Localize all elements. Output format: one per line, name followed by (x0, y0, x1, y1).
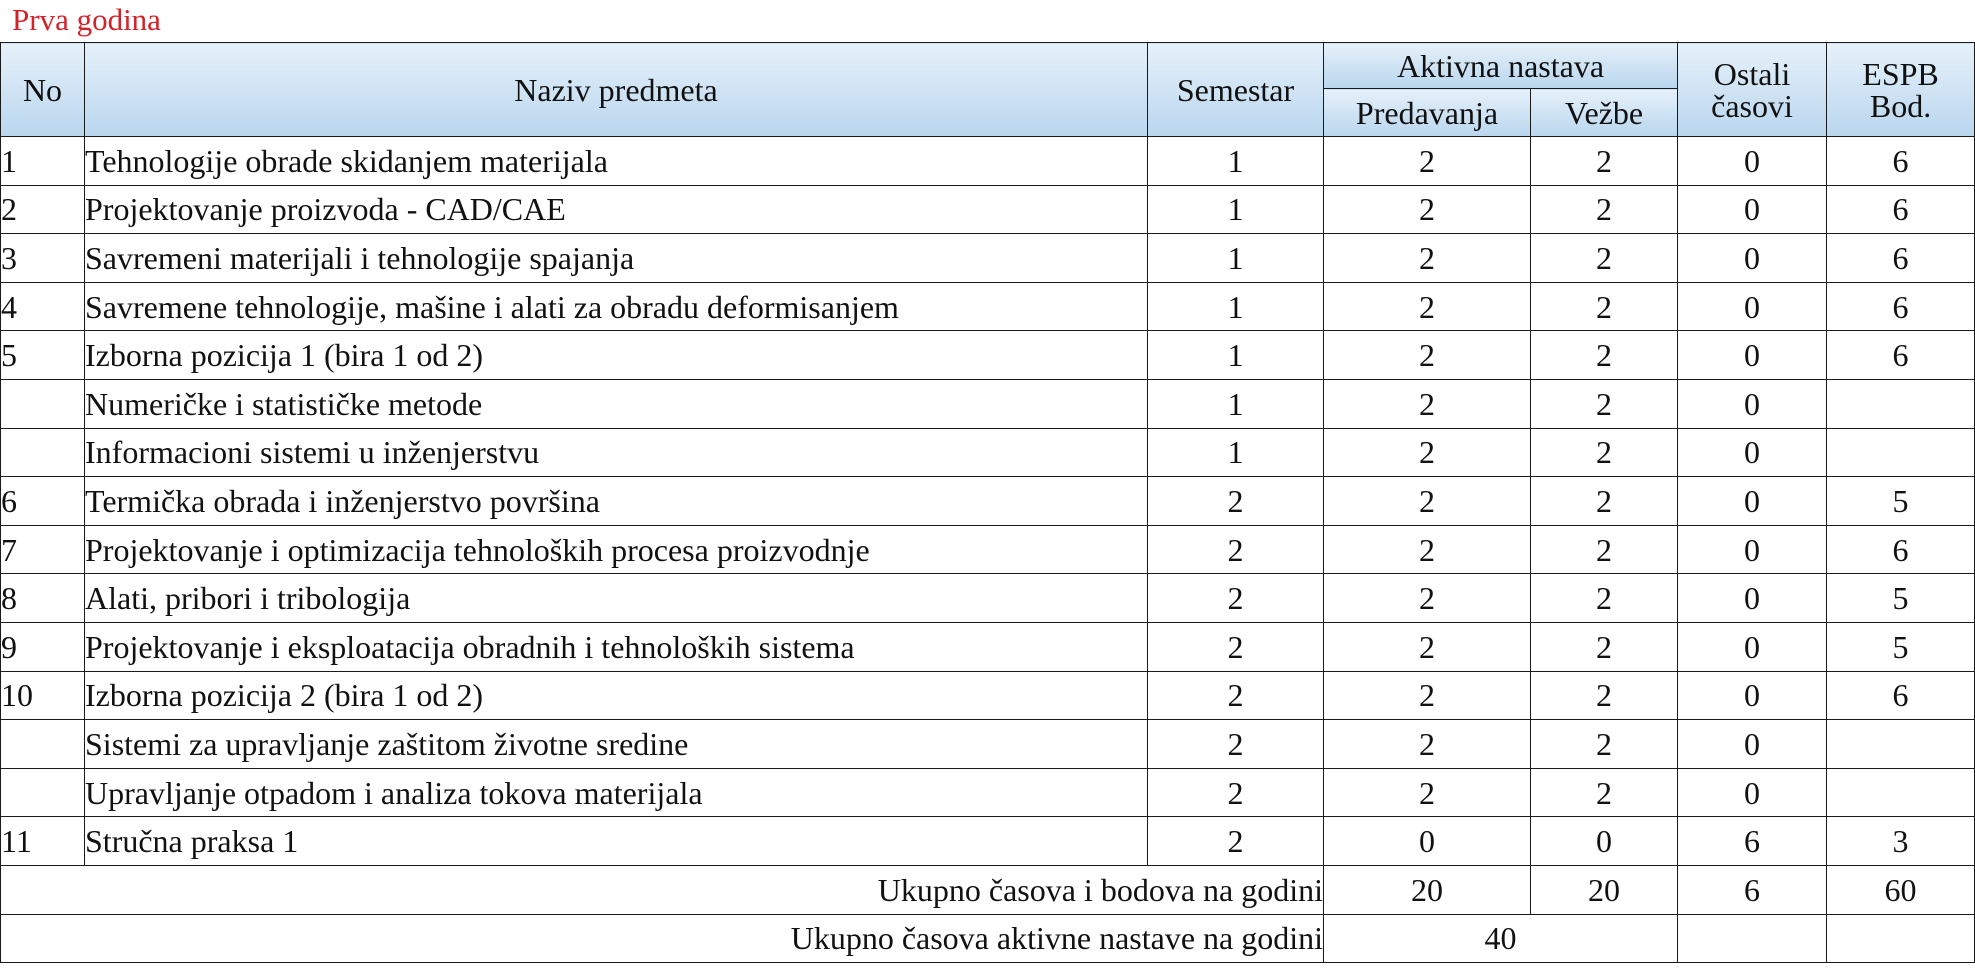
row-no: 6 (1, 477, 85, 526)
header-espb-line2: Bod. (1869, 87, 1932, 124)
header-other-hours-line2: časovi (1711, 87, 1793, 124)
other-hours-cell: 0 (1678, 671, 1827, 720)
semester-cell: 1 (1148, 331, 1324, 380)
espb-cell: 6 (1827, 331, 1975, 380)
other-hours-cell: 0 (1678, 331, 1827, 380)
exercises-cell: 2 (1531, 282, 1678, 331)
semester-cell: 1 (1148, 428, 1324, 477)
semester-cell: 2 (1148, 720, 1324, 769)
exercises-cell: 2 (1531, 379, 1678, 428)
lectures-cell: 2 (1324, 137, 1531, 186)
other-hours-cell: 0 (1678, 622, 1827, 671)
lectures-cell: 0 (1324, 817, 1531, 866)
other-hours-cell: 0 (1678, 137, 1827, 186)
active-total-label: Ukupno časova aktivne nastave na godini (1, 914, 1324, 963)
course-name: Numeričke i statističke metode (85, 379, 1148, 428)
totals-exercises: 20 (1531, 865, 1678, 914)
row-no: 3 (1, 234, 85, 283)
exercises-cell: 2 (1531, 768, 1678, 817)
espb-cell: 6 (1827, 282, 1975, 331)
espb-cell: 3 (1827, 817, 1975, 866)
lectures-cell: 2 (1324, 379, 1531, 428)
exercises-cell: 2 (1531, 574, 1678, 623)
active-total-row (1, 914, 1975, 963)
exercises-cell: 2 (1531, 671, 1678, 720)
table-row (1, 282, 1975, 331)
semester-cell: 1 (1148, 234, 1324, 283)
table-row (1, 137, 1975, 186)
totals-lectures: 20 (1324, 865, 1531, 914)
table-row (1, 671, 1975, 720)
other-hours-cell: 0 (1678, 428, 1827, 477)
espb-cell: 6 (1827, 234, 1975, 283)
espb-cell (1827, 428, 1975, 477)
lectures-cell: 2 (1324, 525, 1531, 574)
course-name: Stručna praksa 1 (85, 817, 1148, 866)
totals-other-hours: 6 (1678, 865, 1827, 914)
header-course-name: Naziv predmeta (85, 43, 1148, 137)
row-no: 10 (1, 671, 85, 720)
lectures-cell: 2 (1324, 331, 1531, 380)
lectures-cell: 2 (1324, 671, 1531, 720)
other-hours-cell: 0 (1678, 525, 1827, 574)
table-row (1, 622, 1975, 671)
semester-cell: 1 (1148, 379, 1324, 428)
lectures-cell: 2 (1324, 234, 1531, 283)
table-row (1, 331, 1975, 380)
exercises-cell: 2 (1531, 622, 1678, 671)
exercises-cell: 2 (1531, 428, 1678, 477)
lectures-cell: 2 (1324, 428, 1531, 477)
espb-cell: 6 (1827, 671, 1975, 720)
lectures-cell: 2 (1324, 622, 1531, 671)
totals-espb: 60 (1827, 865, 1975, 914)
espb-cell: 6 (1827, 525, 1975, 574)
exercises-cell: 2 (1531, 185, 1678, 234)
exercises-cell: 2 (1531, 525, 1678, 574)
totals-label: Ukupno časova i bodova na godini (1, 865, 1324, 914)
header-no: No (1, 43, 85, 137)
table-row (1, 234, 1975, 283)
semester-cell: 2 (1148, 768, 1324, 817)
lectures-cell: 2 (1324, 768, 1531, 817)
semester-cell: 2 (1148, 525, 1324, 574)
table-row (1, 428, 1975, 477)
table-row (1, 379, 1975, 428)
table-row (1, 477, 1975, 526)
semester-cell: 2 (1148, 477, 1324, 526)
other-hours-cell: 6 (1678, 817, 1827, 866)
row-no: 5 (1, 331, 85, 380)
totals-row (1, 865, 1975, 914)
row-no: 9 (1, 622, 85, 671)
espb-cell: 5 (1827, 574, 1975, 623)
course-name: Savremene tehnologije, mašine i alati za obradu deformisanjem (85, 282, 1148, 331)
curriculum-table (0, 42, 1975, 963)
espb-cell (1827, 768, 1975, 817)
header-espb-line1: ESPB (1862, 55, 1939, 92)
row-no: 7 (1, 525, 85, 574)
lectures-cell: 2 (1324, 282, 1531, 331)
semester-cell: 1 (1148, 137, 1324, 186)
course-name: Projektovanje i eksploatacija obradnih i tehnoloških sistema (85, 622, 1148, 671)
header-exercises: Vežbe (1531, 89, 1678, 137)
table-row (1, 574, 1975, 623)
active-total-empty-other (1678, 914, 1827, 963)
other-hours-cell: 0 (1678, 379, 1827, 428)
other-hours-cell: 0 (1678, 477, 1827, 526)
course-name: Izborna pozicija 2 (bira 1 od 2) (85, 671, 1148, 720)
lectures-cell: 2 (1324, 574, 1531, 623)
exercises-cell: 2 (1531, 331, 1678, 380)
semester-cell: 2 (1148, 817, 1324, 866)
header-active-teaching: Aktivna nastava (1324, 43, 1678, 89)
exercises-cell: 0 (1531, 817, 1678, 866)
course-name: Informacioni sistemi u inženjerstvu (85, 428, 1148, 477)
table-row (1, 185, 1975, 234)
row-no (1, 768, 85, 817)
exercises-cell: 2 (1531, 477, 1678, 526)
exercises-cell: 2 (1531, 137, 1678, 186)
espb-cell: 6 (1827, 185, 1975, 234)
row-no: 8 (1, 574, 85, 623)
exercises-cell: 2 (1531, 720, 1678, 769)
row-no (1, 428, 85, 477)
semester-cell: 1 (1148, 185, 1324, 234)
table-row (1, 817, 1975, 866)
espb-cell: 6 (1827, 137, 1975, 186)
table-row (1, 525, 1975, 574)
active-total-empty-espb (1827, 914, 1975, 963)
header-other-hours-line1: Ostali (1713, 55, 1791, 92)
table-row (1, 768, 1975, 817)
course-name: Upravljanje otpadom i analiza tokova materijala (85, 768, 1148, 817)
espb-cell: 5 (1827, 622, 1975, 671)
header-lectures: Predavanja (1324, 89, 1531, 137)
course-name: Alati, pribori i tribologija (85, 574, 1148, 623)
lectures-cell: 2 (1324, 477, 1531, 526)
row-no (1, 379, 85, 428)
other-hours-cell: 0 (1678, 185, 1827, 234)
course-name: Izborna pozicija 1 (bira 1 od 2) (85, 331, 1148, 380)
semester-cell: 2 (1148, 574, 1324, 623)
header-espb (1827, 43, 1975, 137)
espb-cell: 5 (1827, 477, 1975, 526)
row-no: 2 (1, 185, 85, 234)
table-row (1, 720, 1975, 769)
espb-cell (1827, 379, 1975, 428)
course-name: Projektovanje proizvoda - CAD/CAE (85, 185, 1148, 234)
header-other-hours (1678, 43, 1827, 137)
other-hours-cell: 0 (1678, 282, 1827, 331)
semester-cell: 2 (1148, 671, 1324, 720)
other-hours-cell: 0 (1678, 234, 1827, 283)
semester-cell: 1 (1148, 282, 1324, 331)
other-hours-cell: 0 (1678, 768, 1827, 817)
course-name: Sistemi za upravljanje zaštitom životne sredine (85, 720, 1148, 769)
other-hours-cell: 0 (1678, 720, 1827, 769)
row-no: 1 (1, 137, 85, 186)
row-no (1, 720, 85, 769)
course-name: Projektovanje i optimizacija tehnoloških procesa proizvodnje (85, 525, 1148, 574)
course-name: Tehnologije obrade skidanjem materijala (85, 137, 1148, 186)
row-no: 11 (1, 817, 85, 866)
exercises-cell: 2 (1531, 234, 1678, 283)
header-semester: Semestar (1148, 43, 1324, 137)
course-name: Termička obrada i inženjerstvo površina (85, 477, 1148, 526)
row-no: 4 (1, 282, 85, 331)
lectures-cell: 2 (1324, 720, 1531, 769)
course-name: Savremeni materijali i tehnologije spajanja (85, 234, 1148, 283)
semester-cell: 2 (1148, 622, 1324, 671)
lectures-cell: 2 (1324, 185, 1531, 234)
page-title: Prva godina (12, 2, 161, 37)
espb-cell (1827, 720, 1975, 769)
active-total-value: 40 (1324, 914, 1678, 963)
other-hours-cell: 0 (1678, 574, 1827, 623)
